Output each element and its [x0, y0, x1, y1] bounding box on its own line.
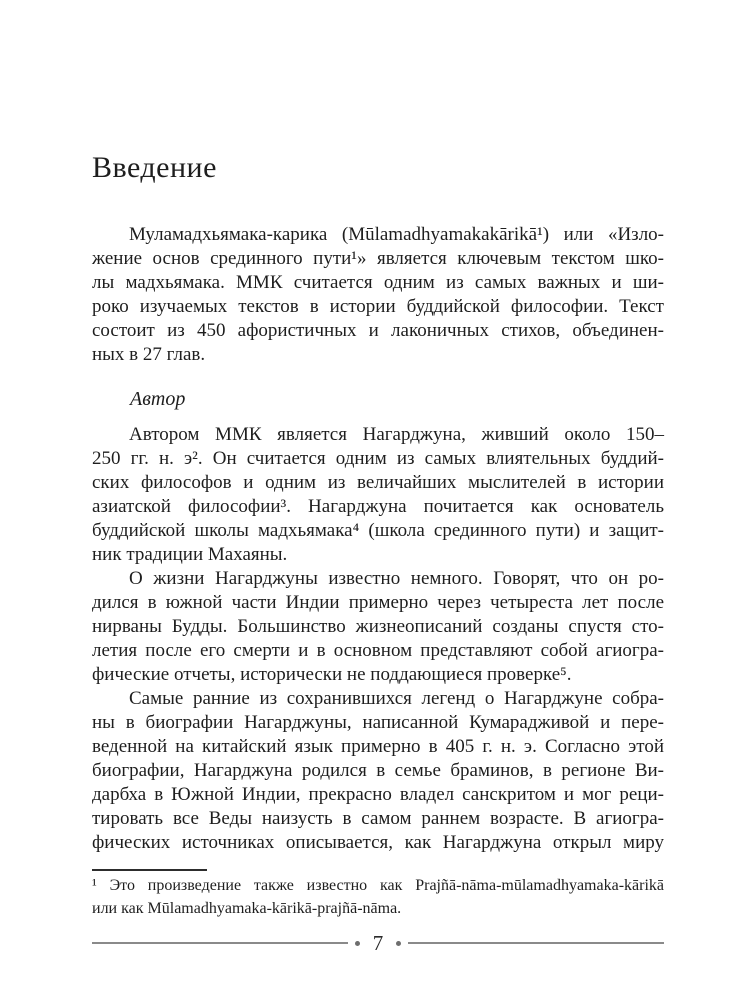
- footer-rule-left: [92, 942, 348, 944]
- text-line: Самые ранние из сохранившихся легенд о Нагарджуне собра-: [129, 688, 664, 709]
- text-line: тировать все Веды наизусть в самом раннем возрасте. В агиогра-: [92, 808, 664, 829]
- text-line: О жизни Нагарджуны известно немного. Говорят, что он ро-: [129, 568, 664, 589]
- page-title: Введение: [92, 151, 217, 184]
- text-line: дарбха в Южной Индии, прекрасно владел санскритом и мог реци-: [92, 784, 664, 805]
- text-line: фических источниках описывается, как Нагарджуна открыл миру: [92, 832, 664, 853]
- footer-dot-right: [396, 941, 401, 946]
- text-line: ны в биографии Нагарджуны, написанной Кумарадживой и пере-: [92, 712, 664, 733]
- section-heading-author: Автор: [130, 388, 186, 410]
- text-line: ских философов и одним из величайших мыслителей в истории: [92, 472, 664, 493]
- footnote-separator: [92, 869, 207, 871]
- text-line: ник традиции Махаяны.: [92, 544, 288, 565]
- text-line: буддийской школы мадхьямака⁴ (школа срединного пути) и защит-: [92, 520, 664, 541]
- footer-rule-right: [408, 942, 664, 944]
- footnote: [92, 874, 664, 920]
- footnote-line: ¹ Это произведение также известно как Prajñā-nāma-mūlamadhyamaka-kārikā: [92, 877, 664, 894]
- text-line: фические отчеты, исторически не поддающиеся проверке⁵.: [92, 664, 572, 685]
- text-line: ных в 27 глав.: [92, 344, 206, 365]
- text-line: летия после его смерти и в основном представляют собой агиогра-: [92, 640, 664, 661]
- text-line: нирваны Будды. Большинство жизнеописаний созданы спустя сто-: [92, 616, 664, 637]
- text-line: биографии, Нагарджуна родился в семье браминов, в регионе Ви-: [92, 760, 664, 781]
- text-line: лы мадхьямака. ММК считается одним из самых важных и ши-: [92, 272, 664, 293]
- footnote-line: или как Mūlamadhyamaka-kārikā-prajñā-nāma.: [92, 900, 402, 917]
- text-line: Муламадхьямака-карика (Mūlamadhyamakakārikā¹) или «Изло-: [129, 224, 664, 245]
- text-line: 250 гг. н. э². Он считается одним из самых влиятельных буддий-: [92, 448, 664, 469]
- text-line: роко изучаемых текстов в истории буддийской философии. Текст: [92, 296, 664, 317]
- text-line: состоит из 450 афористичных и лаконичных стихов, объединен-: [92, 320, 664, 341]
- main-text: [92, 423, 664, 855]
- page-footer: [92, 931, 664, 955]
- intro-paragraph: [92, 223, 664, 367]
- text-line: Автором ММК является Нагарджуна, живший около 150–: [129, 424, 664, 445]
- footer-dot-left: [355, 941, 360, 946]
- text-line: азиатской философии³. Нагарджуна почитается как основатель: [92, 496, 664, 517]
- text-line: жение основ срединного пути¹» является ключевым текстом шко-: [92, 248, 664, 269]
- text-line: дился в южной части Индии примерно через четыреста лет после: [92, 592, 664, 613]
- text-line: веденной на китайский язык примерно в 405 г. н. э. Согласно этой: [92, 736, 664, 757]
- page-number: 7: [372, 931, 384, 955]
